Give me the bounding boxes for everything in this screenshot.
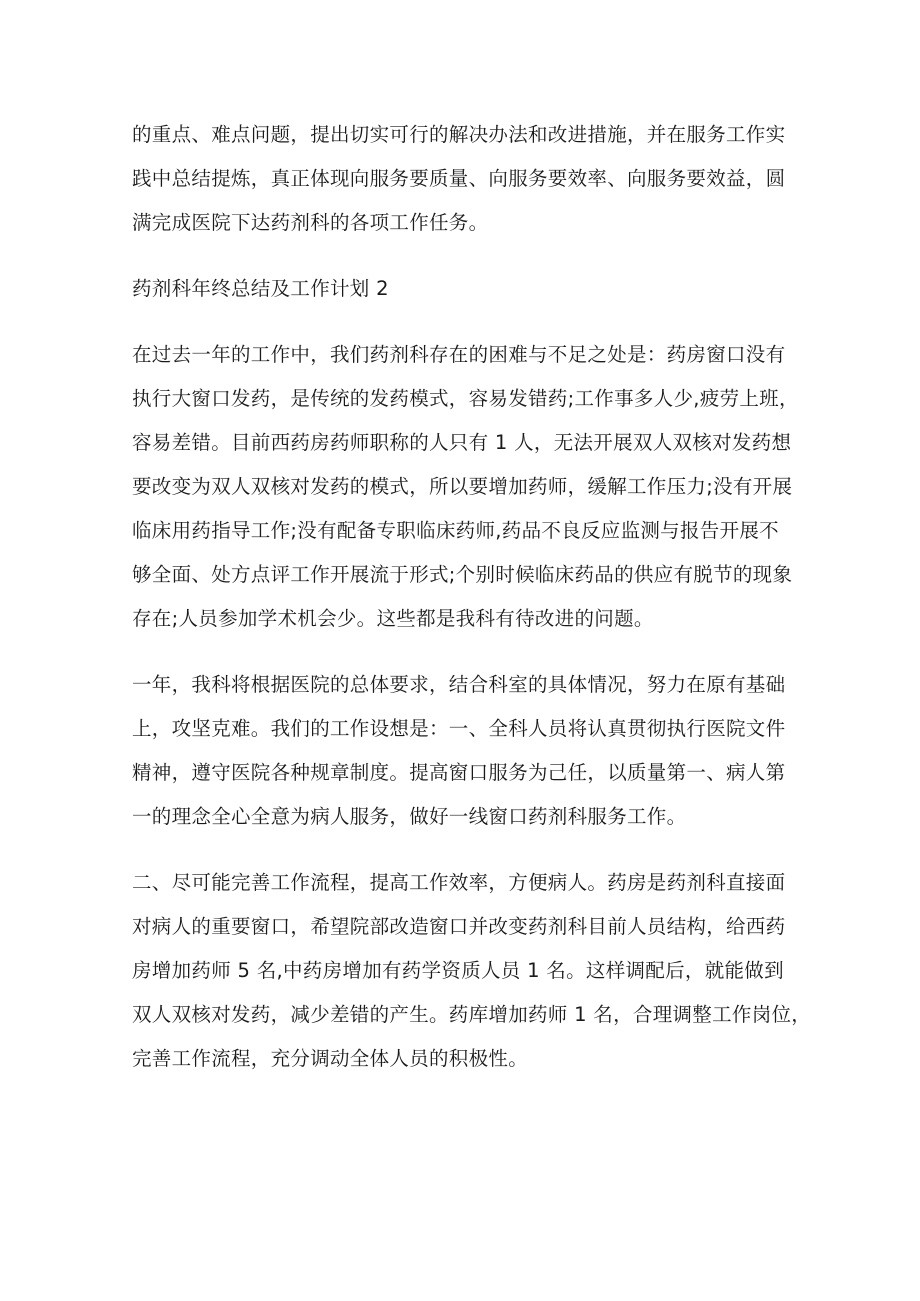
text-line: 双人双核对发药，减少差错的产生。药库增加药师 1 名，合理调整工作岗位， (132, 1003, 812, 1026)
text-line: 满完成医院下达药剂科的各项工作任务。 (132, 211, 489, 234)
text-line: 二、尽可能完善工作流程，提高工作效率，方便病人。药房是药剂科直接面 (132, 871, 786, 894)
text-line: 一年，我科将根据医院的总体要求，结合科室的具体情况，努力在原有基础 (132, 673, 786, 696)
paragraph-problems (132, 333, 816, 641)
text-line: 临床用药指导工作;没有配备专职临床药师,药品不良反应监测与报告开展不 (132, 519, 779, 542)
text-line: 践中总结提炼，真正体现向服务要质量、向服务要效率、向服务要效益，圆 (132, 167, 786, 190)
text-line: 上，攻坚克难。我们的工作设想是：一、全科人员将认真贯彻执行医院文件 (132, 717, 786, 740)
text-line: 完善工作流程，充分调动全体人员的积极性。 (132, 1047, 529, 1070)
text-line: 房增加药师 5 名,中药房增加有药学资质人员 1 名。这样调配后，就能做到 (132, 959, 784, 982)
text-line: 够全面、处方点评工作开展流于形式;个别时候临床药品的供应有脱节的现象 (132, 563, 793, 586)
section-heading: 药剂科年终总结及工作计划 2 (132, 277, 389, 300)
text-line: 对病人的重要窗口，希望院部改造窗口并改变药剂科目前人员结构，给西药 (132, 915, 786, 938)
paragraph-plan-one (132, 663, 816, 839)
text-line: 精神，遵守医院各种规章制度。提高窗口服务为己任，以质量第一、病人第 (132, 761, 786, 784)
text-line: 一的理念全心全意为病人服务，做好一线窗口药剂科服务工作。 (132, 805, 687, 828)
text-line: 的重点、难点问题，提出切实可行的解决办法和改进措施，并在服务工作实 (132, 123, 786, 146)
paragraph-continuation (132, 113, 816, 245)
text-line: 在过去一年的工作中，我们药剂科存在的困难与不足之处是：药房窗口没有 (132, 343, 786, 366)
paragraph-plan-two (132, 861, 816, 1081)
text-line: 执行大窗口发药，是传统的发药模式，容易发错药;工作事多人少,疲劳上班， (132, 387, 799, 410)
text-line: 存在;人员参加学术机会少。这些都是我科有待改进的问题。 (132, 607, 654, 630)
text-line: 容易差错。目前西药房药师职称的人只有 1 人，无法开展双人双核对发药想 (132, 431, 792, 454)
text-line: 要改变为双人双核对发药的模式，所以要增加药师，缓解工作压力;没有开展 (132, 475, 793, 498)
